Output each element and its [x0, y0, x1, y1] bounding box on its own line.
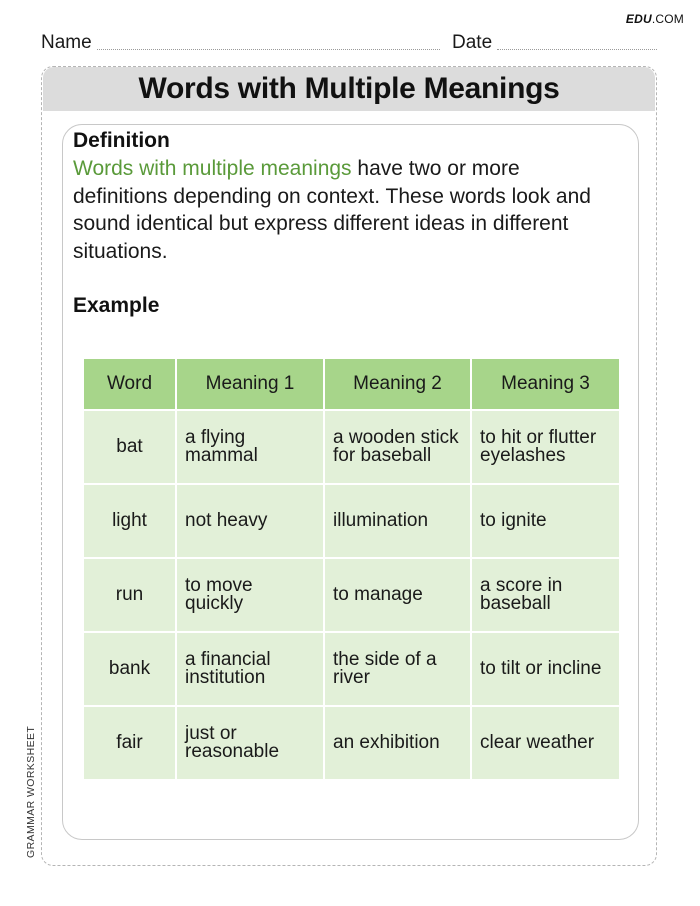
meaning-cell: a score in baseball — [471, 558, 619, 632]
brand-bold: EDU — [625, 12, 652, 26]
name-label: Name — [41, 32, 92, 53]
title-bar — [43, 67, 655, 111]
word-cell: fair — [84, 706, 176, 780]
table-row — [84, 484, 619, 558]
definition-heading: Definition — [73, 129, 170, 152]
example-heading: Example — [73, 294, 160, 317]
word-cell: run — [84, 558, 176, 632]
grammar-worksheet-label: GRAMMAR WORKSHEET — [25, 725, 37, 858]
brand-suffix: .COM — [651, 12, 684, 26]
header-meaning-2: Meaning 2 — [324, 359, 471, 410]
meanings-table — [84, 359, 619, 781]
meaning-cell: a financial institution — [176, 632, 324, 706]
header-meaning-3: Meaning 3 — [471, 359, 619, 410]
meaning-cell: illumination — [324, 484, 471, 558]
word-cell: bank — [84, 632, 176, 706]
meaning-cell: a wooden stick for baseball — [324, 410, 471, 484]
table-row — [84, 410, 619, 484]
meaning-cell: to hit or flutter eyelashes — [471, 410, 619, 484]
meaning-cell: to ignite — [471, 484, 619, 558]
table-row — [84, 632, 619, 706]
meaning-cell: an exhibition — [324, 706, 471, 780]
name-line[interactable] — [97, 49, 440, 50]
word-cell: bat — [84, 410, 176, 484]
date-label: Date — [452, 32, 493, 53]
meaning-cell: just or reasonable — [176, 706, 324, 780]
table-row — [84, 558, 619, 632]
brand-logo — [626, 12, 684, 26]
meaning-cell: not heavy — [176, 484, 324, 558]
meaning-cell: to tilt or incline — [471, 632, 619, 706]
meaning-cell: a flying mammal — [176, 410, 324, 484]
meaning-cell: to move quickly — [176, 558, 324, 632]
meaning-cell: clear weather — [471, 706, 619, 780]
definition-highlight: Words with multiple meanings — [73, 157, 352, 180]
table-header-row — [84, 359, 619, 410]
header-meaning-1: Meaning 1 — [176, 359, 324, 410]
meaning-cell: to manage — [324, 558, 471, 632]
page-title: Words with Multiple Meanings — [138, 72, 560, 105]
header-word: Word — [84, 359, 176, 410]
definition-text — [73, 155, 618, 265]
definition-body: have two or more definitions depending on context. These words look and sound identical but express different ideas in different situations. — [73, 157, 591, 263]
meaning-cell: the side of a river — [324, 632, 471, 706]
name-date-row — [41, 32, 657, 52]
date-line[interactable] — [497, 49, 657, 50]
word-cell: light — [84, 484, 176, 558]
table-row — [84, 706, 619, 780]
